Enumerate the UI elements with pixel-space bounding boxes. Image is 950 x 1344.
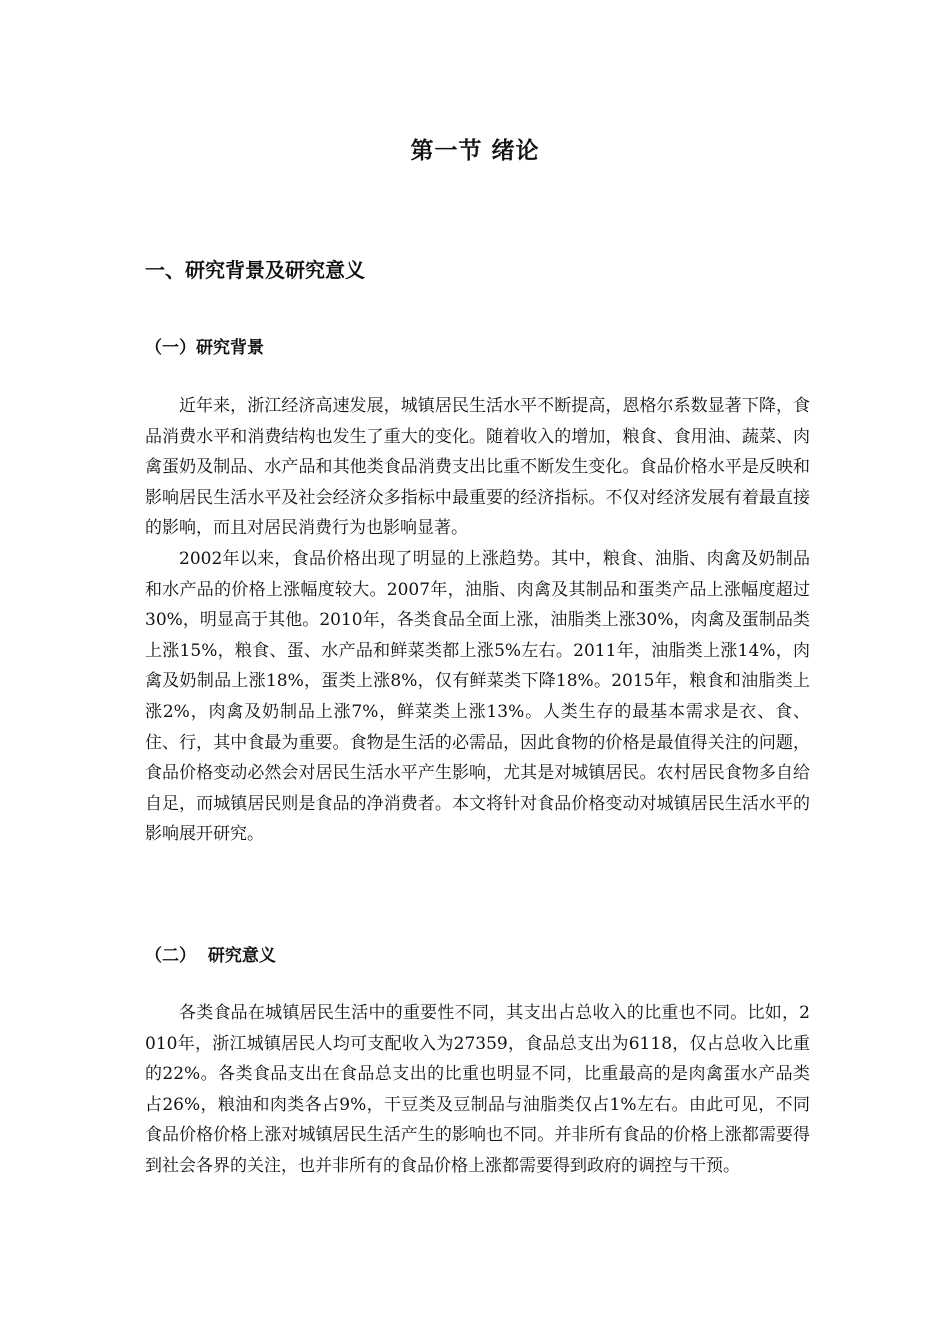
- subsection-heading-significance: （二） 研究意义: [145, 946, 276, 966]
- paragraph: 各类食品在城镇居民生活中的重要性不同，其支出占总收入的比重也不同。比如，2010年，浙江城镇居民人均可支配收入为27359，食品总支出为6118，仅占总收入比重的22%。各类食品支出在食品总支出的比重也明显不同，比重最高的是肉禽蛋水产品类占26%，粮油和肉类各占9%，干豆类及豆制品与油脂类仅占1%左右。由此可见，不同食品价格价格上涨对城镇居民生活产生的影响也不同。并非所有食品的价格上涨都需要得到社会各界的关注，也并非所有的食品价格上涨都需要得到政府的调控与干预。: [145, 1003, 810, 1176]
- background-body: [145, 391, 810, 850]
- paragraph: 近年来，浙江经济高速发展，城镇居民生活水平不断提高，恩格尔系数显著下降，食品消费水平和消费结构也发生了重大的变化。随着收入的增加，粮食、食用油、蔬菜、肉禽蛋奶及制品、水产品和其他类食品消费支出比重不断发生变化。食品价格水平是反映和影响居民生活水平及社会经济众多指标中最重要的经济指标。不仅对经济发展有着最直接的影响，而且对居民消费行为也影响显著。: [145, 396, 810, 539]
- significance-body: [145, 998, 810, 1182]
- chapter-title: 第一节 绪论: [410, 138, 540, 164]
- subsection-heading-background: （一）研究背景: [145, 338, 264, 358]
- section-heading: 一、研究背景及研究意义: [145, 258, 365, 282]
- paragraph: 2002年以来，食品价格出现了明显的上涨趋势。其中，粮食、油脂、肉禽及奶制品和水产品的价格上涨幅度较大。2007年，油脂、肉禽及其制品和蛋类产品上涨幅度超过30%，明显高于其他。2010年，各类食品全面上涨，油脂类上涨30%，肉禽及蛋制品类上涨15%，粮食、蛋、水产品和鲜菜类都上涨5%左右。2011年，油脂类上涨14%，肉禽及奶制品上涨18%，蛋类上涨8%，仅有鲜菜类下降18%。2015年，粮食和油脂类上涨2%，肉禽及奶制品上涨7%，鲜菜类上涨13%。人类生存的最基本需求是衣、食、住、行，其中食最为重要。食物是生活的必需品，因此食物的价格是最值得关注的问题，食品价格变动必然会对居民生活水平产生影响，尤其是对城镇居民。农村居民食物多自给自足，而城镇居民则是食品的净消费者。本文将针对食品价格变动对城镇居民生活水平的影响展开研究。: [145, 548, 810, 845]
